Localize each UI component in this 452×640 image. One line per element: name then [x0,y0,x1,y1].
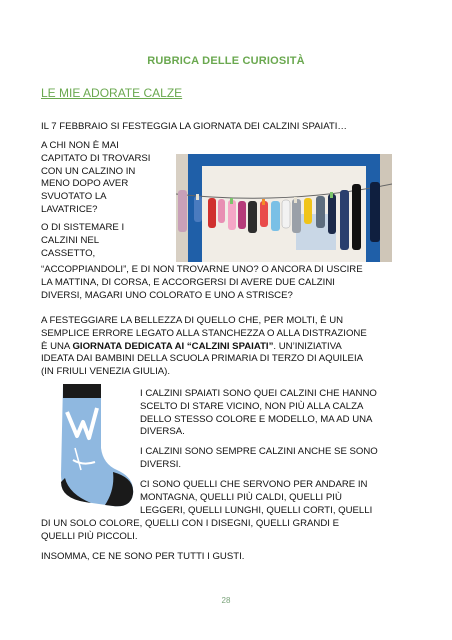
highlighted-phrase: GIORNATA DEDICATA AI “CALZINI SPAIATI” [72,340,274,352]
right-column-paragraph-3: CI SONO QUELLI CHE SERVONO PER ANDARE IN MONTAGNA, QUELLI PIÙ CALDI, QUELLI PIÙ LEGGERI, QUELLI LUNGHI, QUELLI CORTI, QUELLI [140,479,373,516]
right-column-paragraph-1: I CALZINI SPAIATI SONO QUEI CALZINI CHE HANNO SCELTO DI STARE VICINO, NON PIÙ ALLA CALZA DELLO STESSO COLORE E MODELLO, MA AD UNA DIVERSA. [140,388,377,438]
left-column-paragraph-2: O DI SISTEMARE I CALZINI NEL CASSETTO, [41,222,125,259]
sock-illustration [55,378,137,510]
right-column-paragraph-2: I CALZINI SONO SEMPRE CALZINI ANCHE SE SONO DIVERSI. [140,446,378,470]
body-paragraph-3: DI UN SOLO COLORE, QUELLI CON I DISEGNI, QUELLI GRANDI E QUELLI PIÙ PICCOLI. [41,518,340,542]
body-paragraph-2: A FESTEGGIARE LA BELLEZZA DI QUELLO CHE, PER MOLTI, È UN SEMPLICE ERRORE LEGATO ALLA STANCHEZZA O ALLA DISTRAZIONE È UNA GIORNATA DEDICATA AI “CALZINI SPAIATI”. UN’INIZIATIVA IDEATA DAI BAMBINI DELLA SCUOLA PRIMARIA DI TERZO DI AQUILEIA (IN FRIULI VENEZIA GIULIA). [41,315,367,378]
article-subtitle: LE MIE ADORATE CALZE [41,86,183,100]
page-number: 28 [221,596,231,605]
page-title: RUBRICA DELLE CURIOSITÀ [147,55,305,67]
left-column-paragraph-1: A CHI NON È MAI CAPITATO DI TROVARSI CON UN CALZINO IN MENO DOPO AVER SVUOTATO LA LAVATRICE? [41,140,151,215]
socks-clothesline-photo [176,154,392,262]
intro-paragraph: IL 7 FEBBRAIO SI FESTEGGIA LA GIORNATA DEI CALZINI SPAIATI… [41,121,348,132]
closing-paragraph: INSOMMA, CE NE SONO PER TUTTI I GUSTI. [41,551,245,562]
body-paragraph-1: “ACCOPPIANDOLI”, E DI NON TROVARNE UNO? O ANCORA DI USCIRE LA MATTINA, DI CORSA, E ACCORGERSI DI AVERE DUE CALZINI DIVERSI, MAGARI UNO COLORATO E UNO A STRISCE? [41,264,363,301]
